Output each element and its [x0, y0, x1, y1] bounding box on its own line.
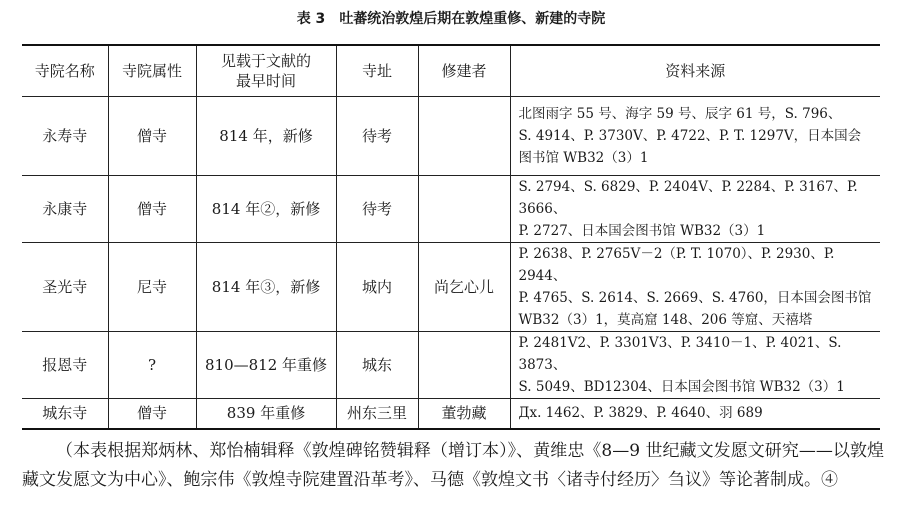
cell-builder: 董勃藏	[418, 398, 510, 429]
cell-source: P. 2638、P. 2765V－2（P. T. 1070）、P. 2930、P. 2944、 P. 4765、S. 2614、S. 2669、S. 4760，日本国会图书馆 WB32（3）1，莫高窟 148、206 等窟、天禧塔	[510, 242, 880, 331]
cell-type: ?	[108, 331, 196, 398]
cell-name: 城东寺	[22, 398, 108, 429]
table-title: 吐蕃统治敦煌后期在敦煌重修、新建的寺院	[339, 11, 606, 27]
table-row	[22, 242, 880, 331]
header-row	[22, 45, 880, 96]
table-row	[22, 398, 880, 429]
table-caption	[0, 8, 902, 28]
cell-source: 北图雨字 55 号、海字 59 号、辰字 61 号，S. 796、 S. 4914、P. 3730V、P. 4722、P. T. 1297V，日本国会 图书馆 WB32（3）1	[510, 96, 880, 175]
cell-type: 僧寺	[108, 96, 196, 175]
cell-site: 待考	[336, 96, 418, 175]
header-name: 寺院名称	[22, 45, 108, 96]
header-time: 见载于文献的 最早时间	[196, 45, 336, 96]
cell-source: P. 2481V2、P. 3301V3、P. 3410－1、P. 4021、S. 3873、 S. 5049、BD12304、日本国会图书馆 WB32（3）1	[510, 331, 880, 398]
cell-type: 僧寺	[108, 175, 196, 242]
table-number: 表 3	[296, 11, 326, 27]
table-note: （本表根据郑炳林、郑怡楠辑释《敦煌碑铭赞辑释（增订本）》、黄维忠《8—9 世纪藏文发愿文研究——以敦煌藏文发愿文为中心》、鲍宗伟《敦煌寺院建置沿革考》、马德《敦煌文书〈诸寺付经历〉刍议》等论著制成。④	[22, 441, 884, 490]
cell-source: Дх. 1462、P. 3829、P. 4640、羽 689	[510, 398, 880, 429]
cell-time: 814 年②，新修	[196, 175, 336, 242]
cell-site: 城东	[336, 331, 418, 398]
header-source: 资料来源	[510, 45, 880, 96]
header-site: 寺址	[336, 45, 418, 96]
table-row	[22, 331, 880, 398]
cell-time: 814 年③，新修	[196, 242, 336, 331]
cell-site: 城内	[336, 242, 418, 331]
cell-type: 尼寺	[108, 242, 196, 331]
cell-type: 僧寺	[108, 398, 196, 429]
table-row	[22, 175, 880, 242]
cell-site: 州东三里	[336, 398, 418, 429]
table-row	[22, 96, 880, 175]
cell-builder	[418, 175, 510, 242]
cell-name: 永康寺	[22, 175, 108, 242]
cell-builder	[418, 96, 510, 175]
cell-name: 圣光寺	[22, 242, 108, 331]
cell-name: 永寿寺	[22, 96, 108, 175]
cell-time: 814 年，新修	[196, 96, 336, 175]
header-type: 寺院属性	[108, 45, 196, 96]
cell-site: 待考	[336, 175, 418, 242]
header-builder: 修建者	[418, 45, 510, 96]
cell-time: 839 年重修	[196, 398, 336, 429]
cell-name: 报恩寺	[22, 331, 108, 398]
monastery-table	[22, 44, 880, 430]
cell-builder: 尚乞心儿	[418, 242, 510, 331]
cell-time: 810—812 年重修	[196, 331, 336, 398]
cell-builder	[418, 331, 510, 398]
cell-source: S. 2794、S. 6829、P. 2404V、P. 2284、P. 3167、P. 3666、 P. 2727、日本国会图书馆 WB32（3）1	[510, 175, 880, 242]
